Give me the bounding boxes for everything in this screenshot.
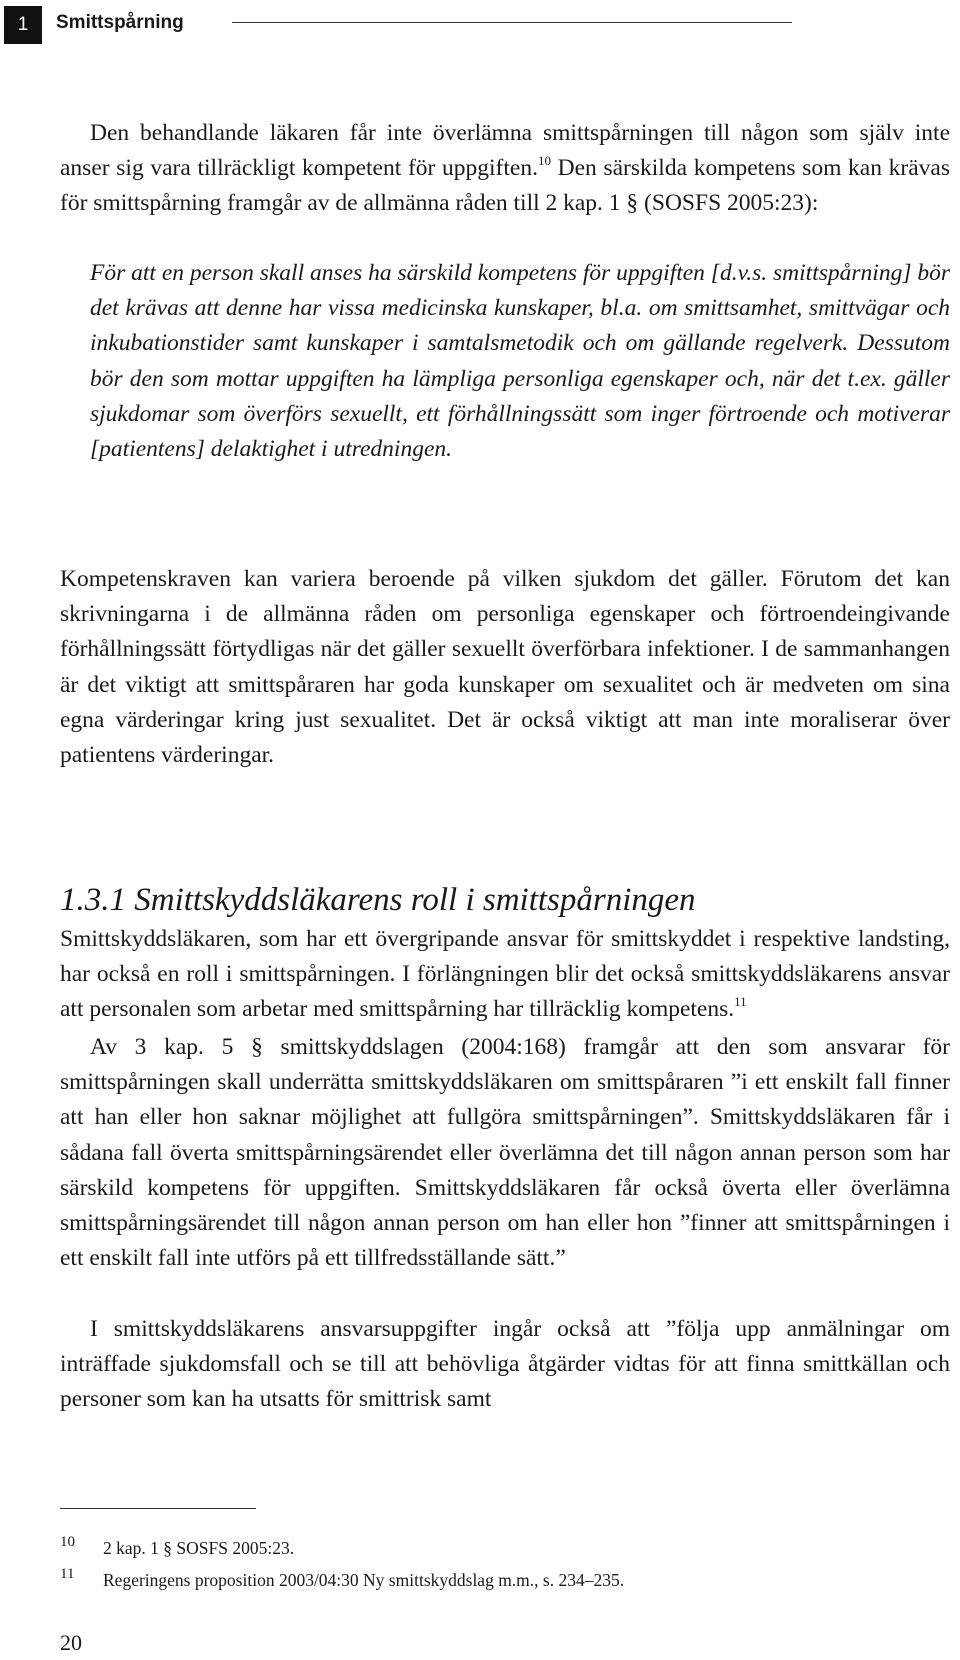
section-heading: 1.3.1 Smittskyddsläkarens roll i smittspårningen: [60, 882, 696, 918]
page-number: 20: [60, 1630, 82, 1655]
running-header: [0, 0, 960, 46]
paragraph-role-text: Smittskyddsläkaren, som har ett övergripande ansvar för smittskyddet i respektive landsting, har också en roll i smittspårningen. I förlängningen blir det också smittskyddsläkarens ansvar att personalen som arbetar med smittspårning har tillräcklig kompetens.: [60, 926, 950, 1023]
paragraph-duties: I smittskyddsläkarens ansvarsuppgifter ingår också att ”följa upp anmälningar om inträffade sjukdomsfall och se till att behövliga åtgärder vidtas för att finna smittkällan och personer som kan ha utsatts för smittrisk samt: [60, 1316, 950, 1413]
footnote-separator: [60, 1508, 256, 1509]
header-rule: [232, 22, 792, 23]
footnote-text: Regeringens proposition 2003/04:30 Ny smittskyddslag m.m., s. 234–235.: [103, 1570, 625, 1590]
block-quote-text: För att en person skall anses ha särskild kompetens för uppgiften [d.v.s. smittspårning] bör det krävas att denne har vissa medicinska kunskaper, bl.a. om smittsamhet, smittvägar och inkubationstider samt kunskaper i samtalsmetodik och om gällande regelverk. Dessutom bör den som mottar uppgiften ha lämpliga personliga egenskaper och, när det t.ex. gäller sjukdomar som överförs sexuellt, ett förhållningssätt som inger förtroende och motiverar [patientens] delaktighet i utredningen.: [90, 260, 950, 463]
paragraph-role: [60, 922, 950, 1028]
block-quote: [90, 256, 950, 467]
paragraph-intro: [60, 116, 950, 222]
footnote-ref-10[interactable]: 10: [537, 153, 551, 169]
chapter-number-box: 1: [4, 6, 42, 44]
footnote-number: 11: [60, 1566, 75, 1582]
footnote-ref-11[interactable]: 11: [734, 994, 747, 1010]
paragraph-competence: Kompetenskraven kan variera beroende på vilken sjukdom det gäller. Förutom det kan skrivningarna i de allmänna råden om personliga egenskaper och förtroendeingivande förhållningssätt förtydligas när det gäller sexuellt överförbara infektioner. I de sammanhangen är det viktigt att smittspåraren har goda kunskaper om sexualitet och är medveten om sina egna värderingar kring just sexualitet. Det är också viktigt att man inte moraliserar över patientens värderingar.: [60, 566, 950, 769]
paragraph-law: Av 3 kap. 5 § smittskyddslagen (2004:168) framgår att den som ansvarar för smittspårningen skall underrätta smittskyddsläkaren om smittspåraren ”i ett enskilt fall finner att han eller hon saknar möjlighet att fullgöra smittspårningen”. Smittskyddsläkaren får i sådana fall överta smittspårningsärendet eller överlämna det till någon annan person som har särskild kompetens för uppgiften. Smittskyddsläkaren får också överta eller överlämna smittspårningsärendet till någon annan person om han eller hon ”finner att smittspårningen i ett enskilt fall inte utförs på ett tillfredsställande sätt.”: [60, 1034, 950, 1272]
chapter-title: Smittspårning: [56, 12, 184, 33]
footnote-text: 2 kap. 1 § SOSFS 2005:23.: [103, 1538, 295, 1558]
footnote-number: 10: [60, 1534, 75, 1550]
paragraph-intro-text-cont: Den särskilda kompetens som kan krävas för smittspårning framgår av de allmänna råden till 2 kap. 1 § (SOSFS 2005:23):: [60, 155, 950, 217]
paragraph-intro-text: Den behandlande läkaren får inte överlämna smittspårningen till någon som själv inte anser sig vara tillräckligt kompetent för uppgiften.: [60, 120, 950, 182]
